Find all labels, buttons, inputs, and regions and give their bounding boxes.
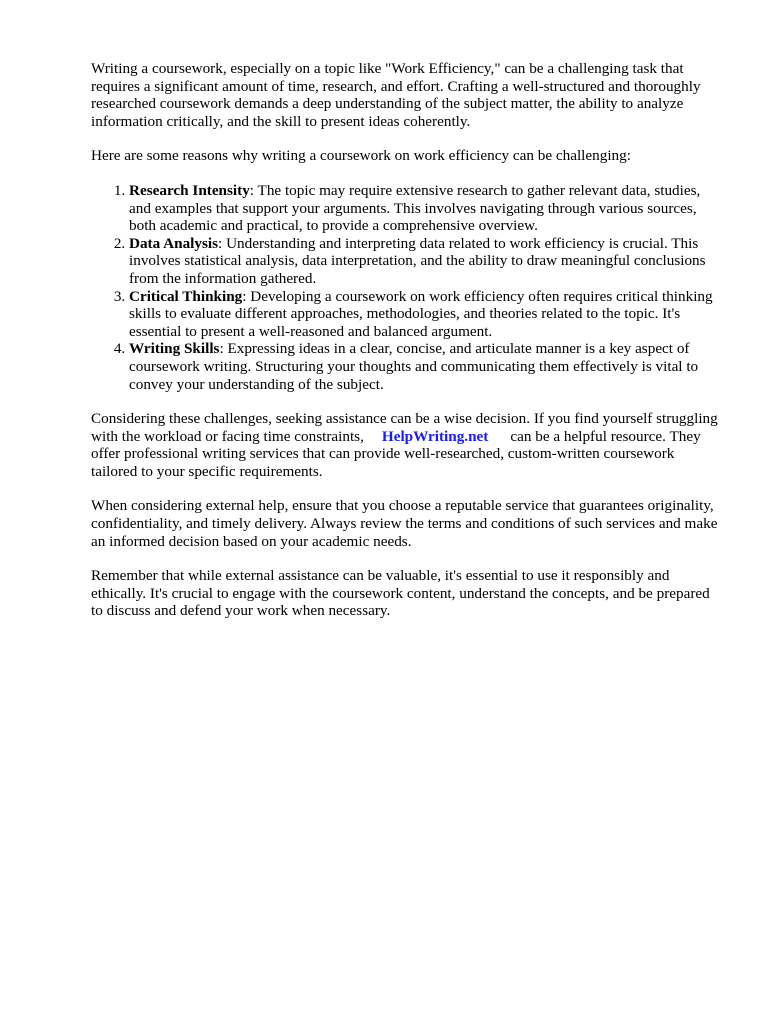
closing-paragraph: Remember that while external assistance can be valuable, it's essential to use it responsibly and ethically. It's crucial to engage with the coursework content, understand the concepts, and be prepared to discuss and defend your work when necessary.	[91, 567, 710, 620]
assistance-text-before: Considering these challenges, seeking assistance can be a wise decision. If you find yourself struggling with the workload or facing time constraints,	[91, 410, 718, 445]
reason-text: : Understanding and interpreting data related to work efficiency is crucial. This involves statistical analysis, data interpretation, and the ability to draw meaningful conclusions from the information gathered.	[129, 234, 706, 287]
reason-item-writing-skills	[129, 340, 723, 393]
helpwriting-link[interactable]: HelpWriting.net	[381, 427, 489, 445]
reasons-list	[91, 182, 723, 393]
reason-item-data-analysis	[129, 235, 723, 288]
reasons-lead-paragraph: Here are some reasons why writing a coursework on work efficiency can be challenging:	[91, 147, 631, 165]
assistance-paragraph	[91, 410, 723, 480]
reason-term: Research Intensity	[129, 181, 250, 199]
reason-text: : Developing a coursework on work efficiency often requires critical thinking skills to evaluate different approaches, methodologies, and theories related to the topic. It's essential to present a well-reasoned and balanced argument.	[129, 287, 713, 340]
reason-term: Writing Skills	[129, 340, 220, 358]
reason-text: : The topic may require extensive research to gather relevant data, studies, and examples that support your arguments. This involves navigating through various sources, both academic and practical, to provide a comprehensive overview.	[129, 181, 701, 235]
intro-paragraph: Writing a coursework, especially on a topic like "Work Efficiency," can be a challenging task that requires a significant amount of time, research, and effort. Crafting a well-structured and thoroughly researched coursework demands a deep understanding of the subject matter, the ability to analyze information critically, and the skill to present ideas coherently.	[91, 60, 701, 130]
reason-item-critical-thinking	[129, 288, 723, 341]
reason-term: Critical Thinking	[129, 287, 243, 305]
document-body	[91, 60, 723, 637]
assistance-text-after: can be a helpful resource. They offer professional writing services that can provide well-researched, custom-written coursework tailored to your specific requirements.	[91, 427, 701, 480]
external-help-paragraph: When considering external help, ensure that you choose a reputable service that guarantees originality, confidentiality, and timely delivery. Always review the terms and conditions of such services and make an informed decision based on your academic needs.	[91, 497, 718, 550]
reason-text: : Expressing ideas in a clear, concise, and articulate manner is a key aspect of coursework writing. Structuring your thoughts and communicating them effectively is vital to convey your understanding of the subject.	[129, 340, 699, 393]
reason-term: Data Analysis	[129, 234, 219, 252]
reason-item-research-intensity	[129, 182, 723, 235]
